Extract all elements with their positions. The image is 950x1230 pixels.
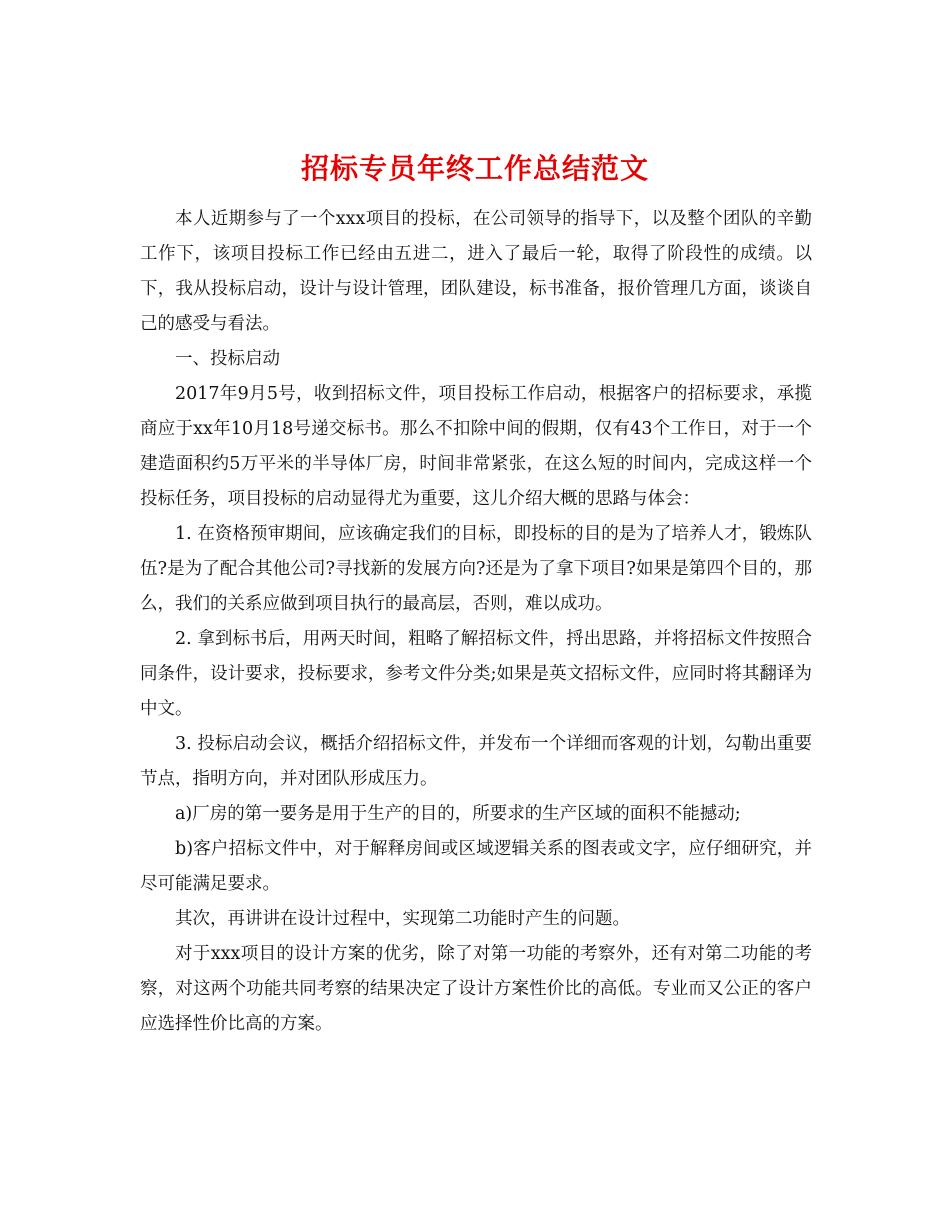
paragraph-design-evaluation: 对于xxx项目的设计方案的优劣，除了对第一功能的考察外，还有对第二功能的考察，对这两个功能共同考察的结果决定了设计方案性价比的高低。专业而又公正的客户应选择性价比高的方案。	[140, 944, 812, 1034]
list-item-3: 3. 投标启动会议，概括介绍招标文件，并发布一个详细而客观的计划，勾勒出重要节点，指明方向，并对团队形成压力。	[140, 734, 812, 789]
paragraph-second-function: 其次，再讲讲在设计过程中，实现第二功能时产生的问题。	[175, 909, 630, 929]
section-heading-bid-start: 一、投标启动	[175, 349, 280, 369]
list-item-b: b)客户招标文件中，对于解释房间或区域逻辑关系的图表或文字，应仔细研究，并尽可能满足要求。	[140, 839, 812, 894]
paragraph-intro: 本人近期参与了一个xxx项目的投标，在公司领导的指导下，以及整个团队的辛勤工作下，该项目投标工作已经由五进二，进入了最后一轮，取得了阶段性的成绩。以下，我从投标启动，设计与设计管理，团队建设，标书准备，报价管理几方面，谈谈自己的感受与看法。	[140, 209, 812, 334]
list-item-1: 1. 在资格预审期间，应该确定我们的目标，即投标的目的是为了培养人才，锻炼队伍?是为了配合其他公司?寻找新的发展方向?还是为了拿下项目?如果是第四个目的，那么，我们的关系应做到项目执行的最高层，否则，难以成功。	[140, 524, 812, 614]
list-item-2: 2. 拿到标书后，用两天时间，粗略了解招标文件，捋出思路，并将招标文件按照合同条件，设计要求，投标要求，参考文件分类;如果是英文招标文件，应同时将其翻译为中文。	[140, 629, 812, 719]
document-body	[140, 202, 812, 1042]
document-title: 招标专员年终工作总结范文	[300, 151, 649, 185]
paragraph-timeline: 2017年9月5号，收到招标文件，项目投标工作启动，根据客户的招标要求，承揽商应于xx年10月18号递交标书。那么不扣除中间的假期，仅有43个工作日，对于一个建造面积约5万平米的半导体厂房，时间非常紧张，在这么短的时间内，完成这样一个投标任务，项目投标的启动显得尤为重要，这儿介绍大概的思路与体会：	[140, 384, 812, 509]
list-item-a: a)厂房的第一要务是用于生产的目的，所要求的生产区域的面积不能撼动;	[175, 804, 741, 824]
